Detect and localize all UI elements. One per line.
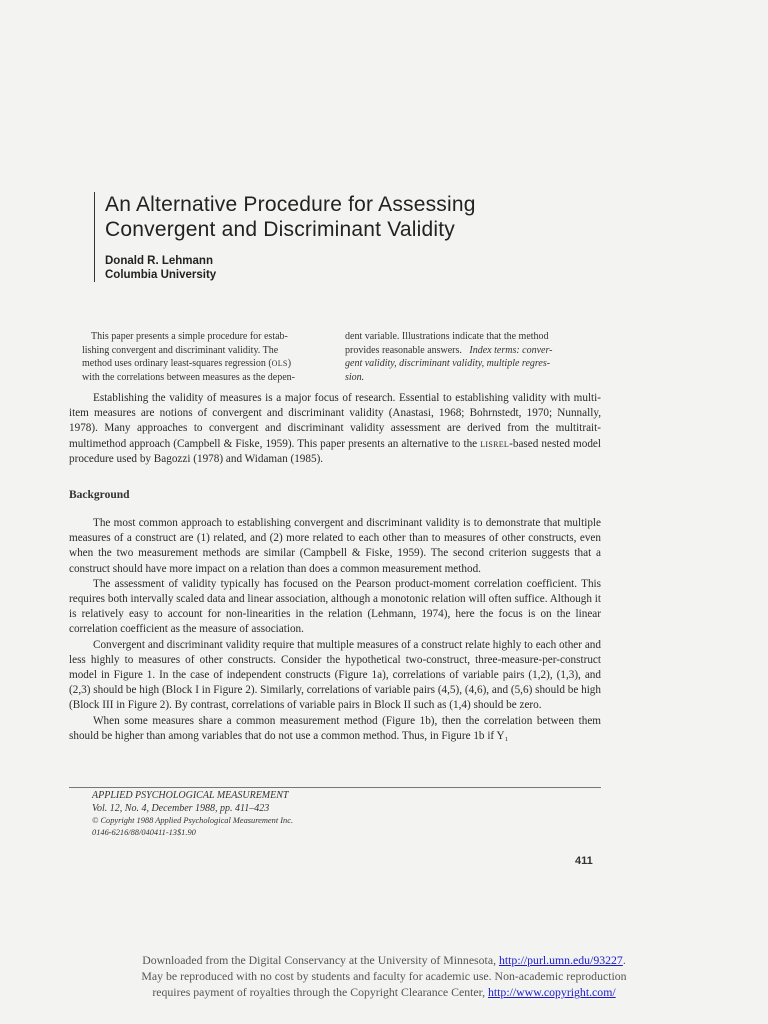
download-line-3: requires payment of royalties through the Copyright Clearance Center, http://www.copyright.com/ [152, 985, 616, 1000]
copyright-link[interactable]: http://www.copyright.com/ [487, 985, 616, 1000]
abstract-line: method uses ordinary least-squares regression (OLS) [82, 358, 292, 370]
journal-name: APPLIED PSYCHOLOGICAL MEASUREMENT [92, 790, 289, 801]
body-paragraph: When some measures share a common measurement method (Figure 1b), then the correlation between them should be higher than among variables that do not use a common method. Thus, in Figure 1b if Y₁ [69, 714, 601, 742]
body-paragraph: Convergent and discriminant validity require that multiple measures of a construct relate highly to each other and less highly to measures of other constructs. Consider the hypothetical two-construct, three-measure-per-construct model in Figure 1. In the case of independent constructs (Figure 1a), correlations of variable pairs (1,2), (1,3), and (2,3) should be high (Block I in Figure 2). Similarly, correlations of variable pairs (4,5), (4,6), and (5,6) should be high (Block III in Figure 2). By contrast, correlations of variable pairs in Block II such as (1,4) should be zero. [69, 638, 601, 712]
abstract-right-column [345, 330, 595, 384]
footer-divider [69, 787, 601, 788]
title-line-1: An Alternative Procedure for Assessing [105, 193, 476, 216]
abstract-line: This paper presents a simple procedure for estab- [91, 331, 288, 342]
body-paragraph: The assessment of validity typically has focused on the Pearson product-moment correlation coefficient. This requires both intervally scaled data and linear association, although a monotonic relation will often suffice. Although it is relatively easy to account for non-linearities in the relation (Lehmann, 1974), here the focus is on the linear correlation coefficient as the measure of association. [69, 577, 601, 636]
journal-copyright: © Copyright 1988 Applied Psychological Measurement Inc. [92, 816, 294, 825]
section-heading-background: Background [69, 489, 130, 501]
download-line-2: May be reproduced with no cost by students and faculty for academic use. Non-academic reproduction [141, 969, 627, 984]
download-line-1: Downloaded from the Digital Conservancy at the University of Minnesota, http://purl.umn.edu/93227. [142, 953, 626, 967]
abstract-line: dent variable. Illustrations indicate that the method [345, 331, 549, 342]
body-paragraph: The most common approach to establishing convergent and discriminant validity is to demonstrate that multiple measures of a construct are (1) related, and (2) more related to each other than to measures of other constructs, even when the two measurement methods are similar (Campbell & Fiske, 1959). The second criterion suggests that a construct should have more impact on a relation than does a common measurement method. [69, 517, 601, 575]
abstract-line: lishing convergent and discriminant validity. The [82, 344, 279, 356]
author-name: Donald R. Lehmann [105, 255, 213, 267]
author-block [105, 254, 476, 282]
author-affiliation: Columbia University [105, 269, 217, 281]
title-line-2: Convergent and Discriminant Validity [105, 218, 455, 241]
abstract-line: sion. [345, 371, 365, 383]
journal-volume: Vol. 12, No. 4, December 1988, pp. 411–423 [92, 802, 270, 814]
index-terms: Index terms: conver- [469, 344, 553, 356]
abstract-line: provides reasonable answers. Index terms: conver- [345, 344, 553, 356]
intro-paragraph: Establishing the validity of measures is a major focus of research. Essential to establishing validity with multi-item measures are notions of convergent and discriminant validity (Anastasi, 1968; Bohrnstedt, 1970; Nunnally, 1978). Many approaches to convergent and discriminant validity assessment are derived from the multitrait-multimethod approach (Campbell & Fiske, 1959). This paper presents an alternative to the LISREL-based nested model procedure used by Bagozzi (1978) and Widaman (1985). [69, 392, 601, 465]
journal-code: 0146-6216/88/040411-13$1.90 [92, 827, 196, 837]
background-section-body [69, 516, 601, 744]
journal-citation [92, 790, 293, 838]
article-title-block [94, 192, 476, 282]
purl-link[interactable]: http://purl.umn.edu/93227 [498, 953, 623, 967]
abstract-line: with the correlations between measures as the depen- [82, 371, 295, 383]
download-notice [0, 952, 768, 1001]
abstract-line: gent validity, discriminant validity, multiple regres- [345, 358, 551, 370]
article-title [105, 192, 476, 242]
abstract-left-column [82, 330, 322, 384]
page-number: 411 [575, 855, 593, 867]
